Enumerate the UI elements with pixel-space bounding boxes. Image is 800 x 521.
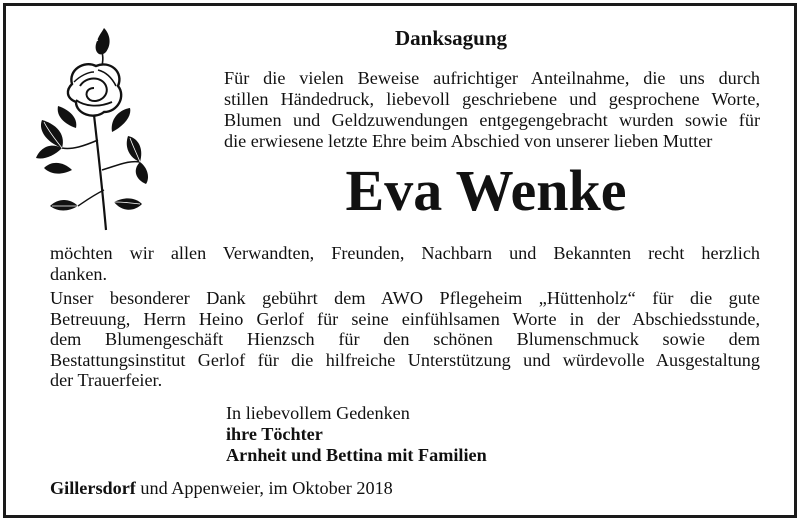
special-thanks-line: Unser besonderer Dank gebührt dem AWO Pflegeheim „Hüttenholz“ für die gute	[50, 288, 760, 308]
closing-block	[226, 403, 487, 466]
thanks-line: möchten wir allen Verwandten, Freunden, Nachbarn und Bekannten recht herzlich	[50, 243, 760, 263]
closing-memory: In liebevollem Gedenken	[226, 403, 410, 423]
thanks-paragraph	[50, 243, 760, 284]
closing-daughters: ihre Töchter	[226, 424, 323, 444]
deceased-name: Eva Wenke	[345, 158, 627, 223]
special-thanks-line: Bestattungsinstitut Gerlof für die hilfreiche Unterstützung und würdevolle Ausgestaltung	[50, 349, 760, 370]
intro-line: Für die vielen Beweise aufrichtiger Anteilnahme, die uns durch	[224, 68, 760, 88]
intro-line: Blumen und Geldzuwendungen entgegengebracht wurden sowie für	[224, 110, 760, 130]
place-date-rest: und Appenweier, im Oktober 2018	[135, 478, 393, 498]
place-date-line	[50, 478, 393, 499]
obituary-card	[3, 3, 797, 518]
rose-icon	[32, 20, 152, 232]
special-thanks-line: dem Blumengeschäft Hienzsch für den schönen Blumenschmuck sowie dem	[50, 329, 760, 349]
special-thanks-line: der Trauerfeier.	[50, 370, 163, 390]
thanks-line: danken.	[50, 263, 108, 284]
notice-heading: Danksagung	[394, 26, 508, 50]
special-thanks-paragraph	[50, 288, 760, 391]
intro-line: die erwiesene letzte Ehre beim Abschied von unserer lieben Mutter	[224, 131, 713, 151]
intro-line: stillen Händedruck, liebevoll geschriebene und gesprochene Worte,	[224, 89, 760, 109]
closing-family: Arnheit und Bettina mit Familien	[226, 445, 487, 465]
intro-paragraph	[224, 68, 760, 152]
special-thanks-line: Betreuung, Herrn Heino Gerlof für seine einfühlsamen Worte in der Abschiedsstunde,	[50, 308, 760, 329]
place-name: Gillersdorf	[50, 478, 136, 498]
